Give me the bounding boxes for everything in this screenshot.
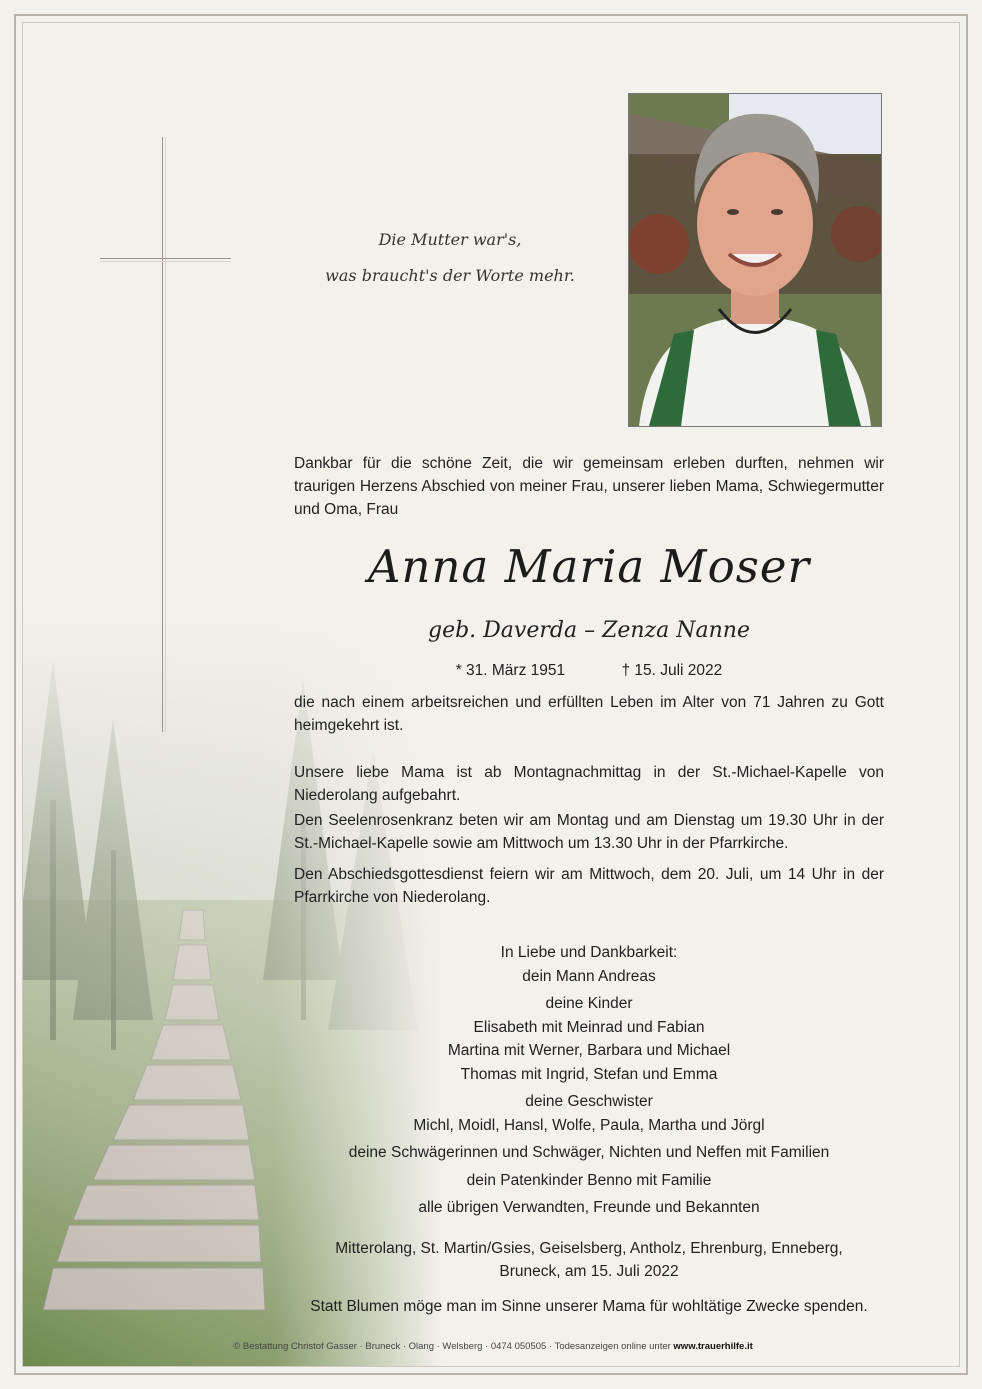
mourner-child-1: Elisabeth mit Meinrad und Fabian xyxy=(473,1018,705,1036)
mourner-others: alle übrigen Verwandten, Freunde und Bekannten xyxy=(418,1199,760,1216)
mourner-child-3: Thomas mit Ingrid, Stefan und Emma xyxy=(460,1065,718,1083)
footer-link[interactable]: www.trauerhilfe.it xyxy=(673,1341,753,1352)
memorial-quote xyxy=(300,222,600,294)
after-name-paragraph: die nach einem arbeitsreichen und erfüllten Leben im Alter von 71 Jahren zu Gott heimgekehrt ist. xyxy=(294,694,884,734)
quote-line-1: Die Mutter war's, xyxy=(378,230,522,249)
mourner-husband: dein Mann Andreas xyxy=(522,967,656,985)
funeral-paragraph: Den Abschiedsgottesdienst feiern wir am Mittwoch, dem 20. Juli, um 14 Uhr in der Pfarrkirche von Niederolang. xyxy=(294,866,884,906)
footer xyxy=(24,1341,962,1352)
wake-paragraph: Unsere liebe Mama ist ab Montagnachmittag in der St.-Michael-Kapelle von Niederolang aufgebahrt. xyxy=(294,764,884,804)
birth-name: geb. Daverda – Zenza Nanne xyxy=(428,618,750,643)
cross-horizontal-bar xyxy=(100,258,231,262)
intro-paragraph: Dankbar für die schöne Zeit, die wir gemeinsam erleben durften, nehmen wir traurigen Herzens Abschied von meiner Frau, unserer lieben Mama, Schwiegermutter und Oma, Frau xyxy=(294,455,884,518)
birth-date: * 31. März 1951 xyxy=(455,662,566,679)
portrait-photo xyxy=(628,93,882,427)
quote-line-2: was braucht's der Worte mehr. xyxy=(325,266,575,285)
after-name-text xyxy=(294,691,884,737)
siblings-heading: deine Geschwister xyxy=(525,1093,653,1110)
children-heading: deine Kinder xyxy=(545,995,633,1012)
mourners-heading: In Liebe und Dankbarkeit: xyxy=(500,944,678,961)
life-dates xyxy=(294,662,884,680)
mourner-child-2: Martina mit Werner, Barbara und Michael xyxy=(447,1042,731,1059)
intro-text xyxy=(294,452,884,521)
cross-vertical-bar xyxy=(162,137,166,732)
death-date: † 15. Juli 2022 xyxy=(621,662,723,679)
rosary-paragraph: Den Seelenrosenkranz beten wir am Montag und am Dienstag um 19.30 Uhr in der St.-Michael-Kapelle sowie am Mittwoch um 13.30 Uhr in der Pfarrkirche. xyxy=(294,812,884,852)
mourner-godchild: dein Patenkinder Benno mit Familie xyxy=(466,1171,712,1189)
donation-request: Statt Blumen möge man im Sinne unserer Mama für wohltätige Zwecke spenden. xyxy=(310,1298,868,1315)
footer-text: © Bestattung Christof Gasser · Bruneck · Olang · Welsberg · 0474 050505 · Todesanzeigen online unter xyxy=(233,1341,671,1352)
places-line-2: Bruneck, am 15. Juli 2022 xyxy=(499,1263,679,1280)
closing-note xyxy=(294,1295,884,1318)
mourner-siblings: Michl, Moidl, Hansl, Wolfe, Paula, Martha und Jörgl xyxy=(413,1116,765,1134)
deceased-name: Anna Maria Moser xyxy=(368,540,810,593)
mourners-list xyxy=(294,941,884,1220)
places-and-date xyxy=(294,1237,884,1283)
places-line-1: Mitterolang, St. Martin/Gsies, Geiselsberg, Antholz, Ehrenburg, Enneberg, xyxy=(335,1240,843,1257)
announcement-text xyxy=(294,761,884,909)
mourner-inlaws: deine Schwägerinnen und Schwäger, Nichten und Neffen mit Familien xyxy=(348,1144,830,1161)
